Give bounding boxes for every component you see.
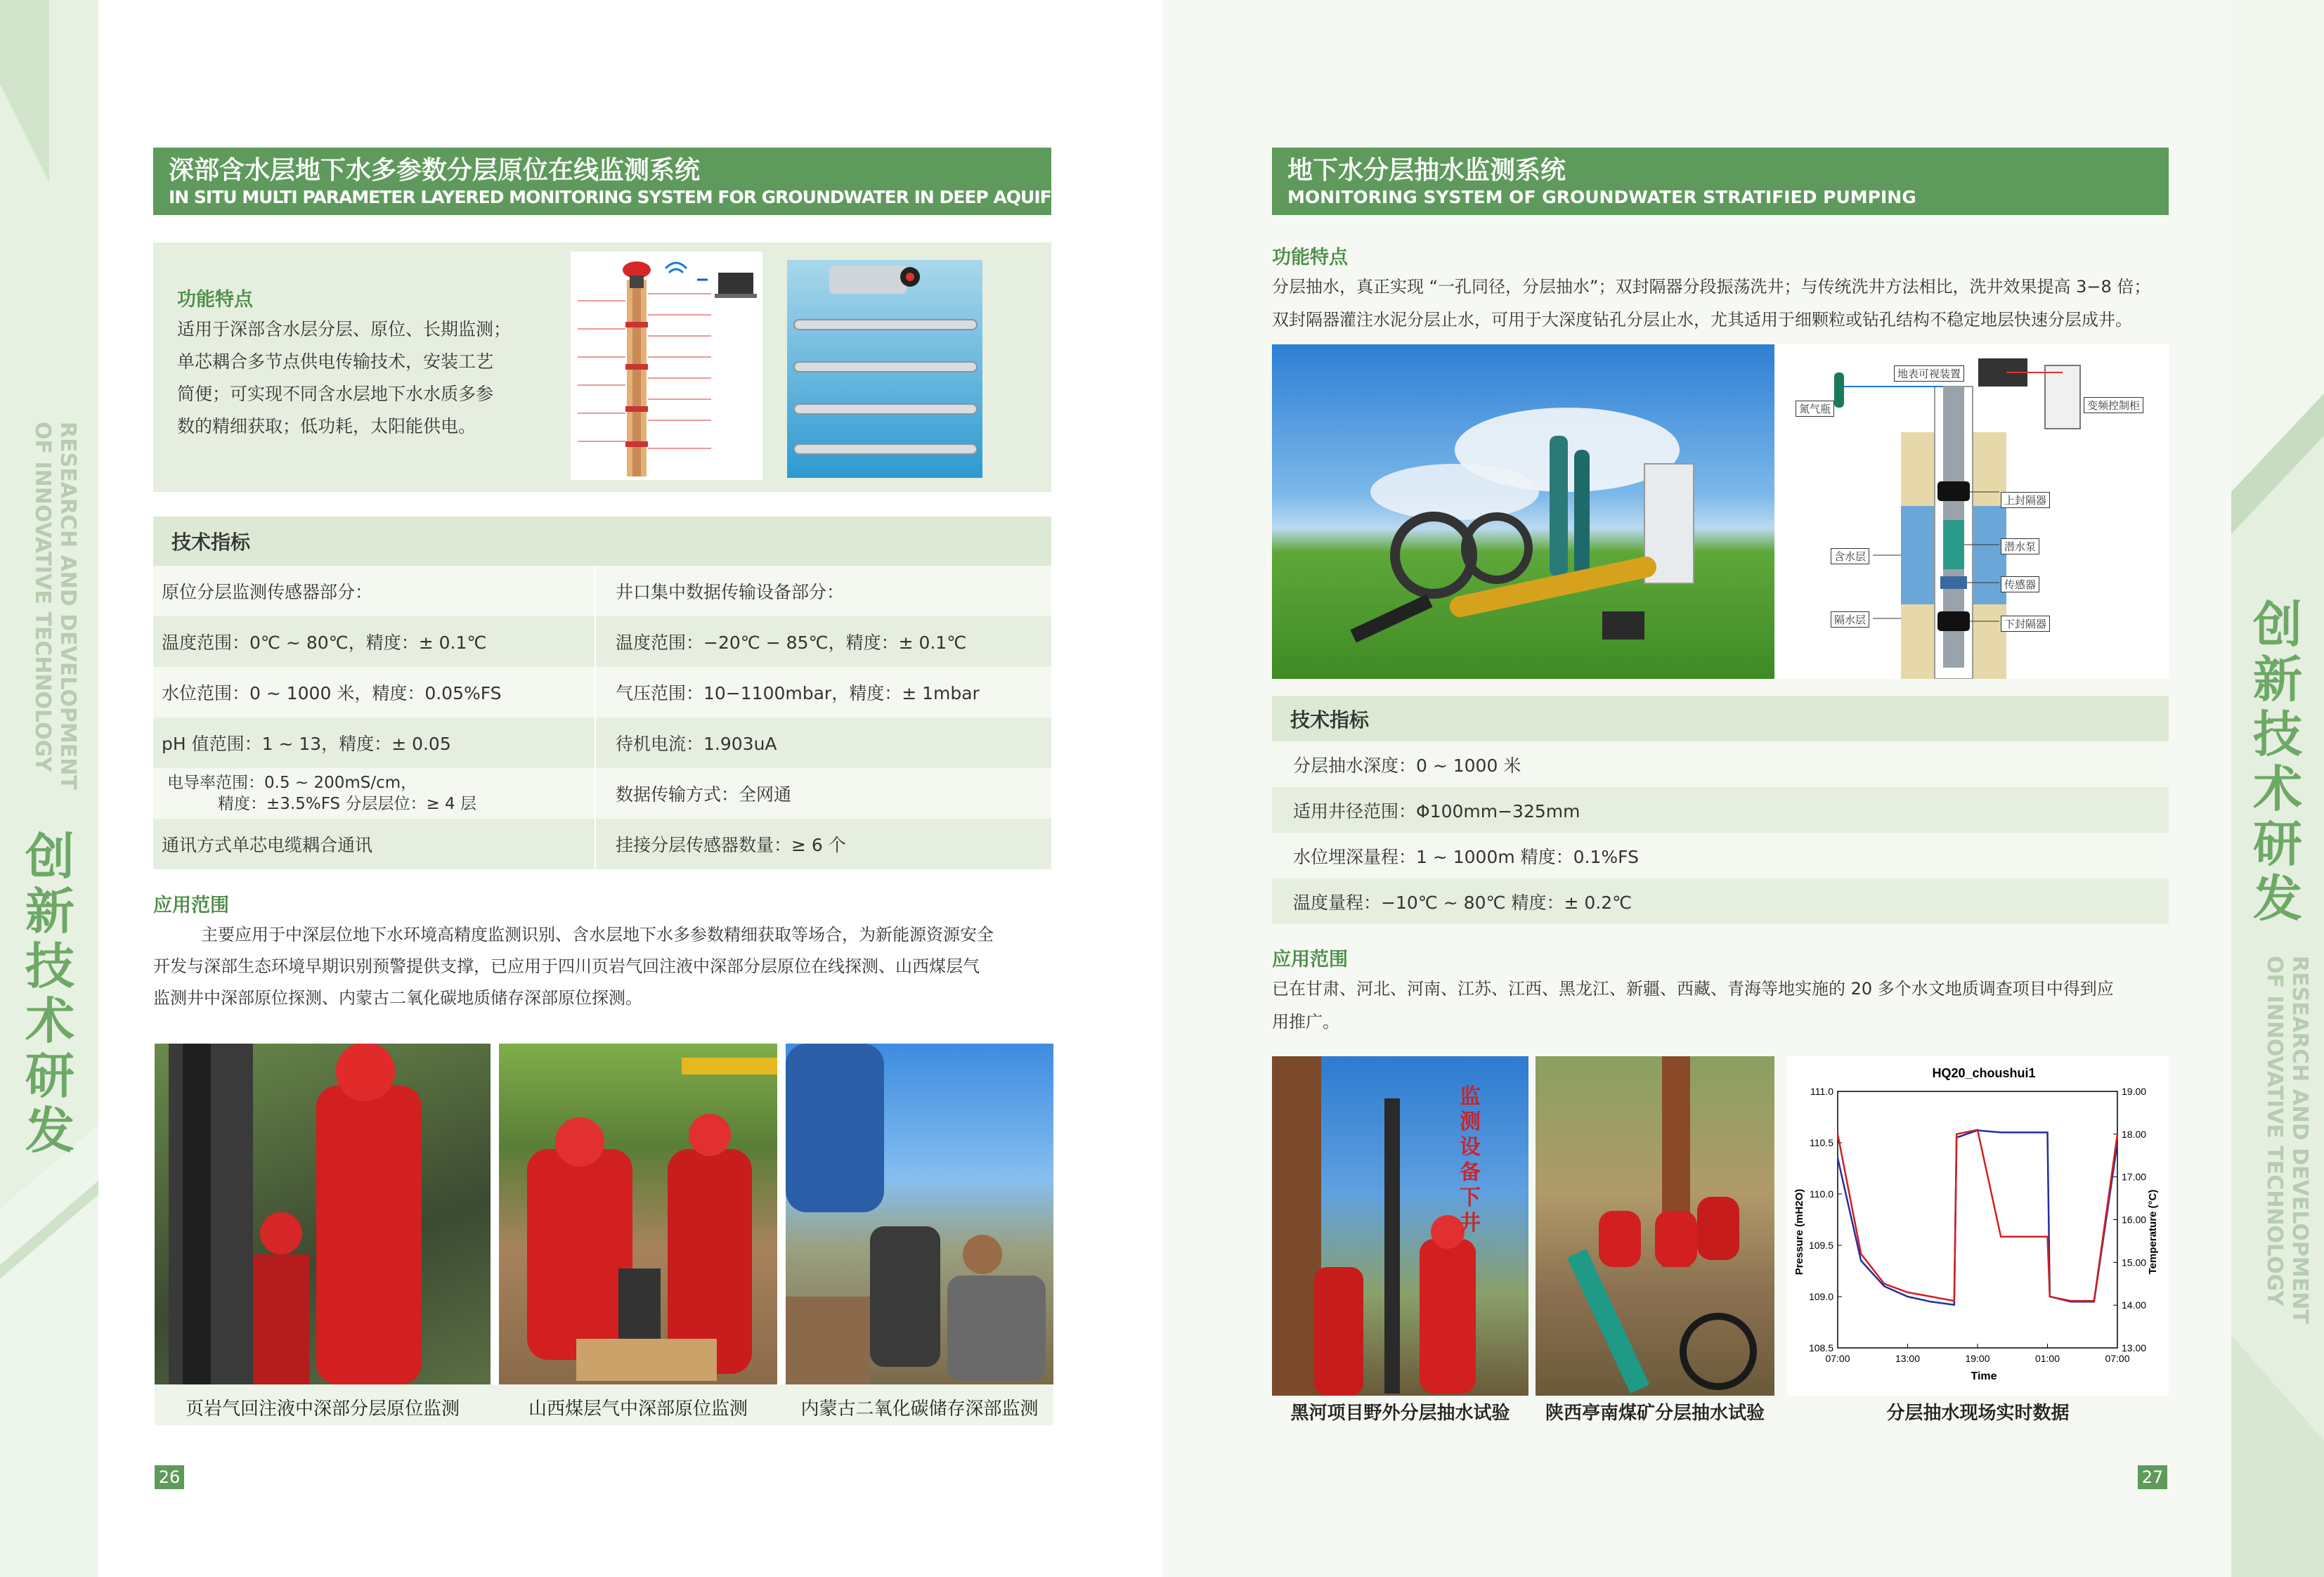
spec-cell: 水位埋深量程：1 ~ 1000m 精度：0.1%FS (1293, 846, 1639, 867)
diagram-label-pump: 潜水泵 (2001, 538, 2039, 554)
spec-cell: 温度范围：0℃ ~ 80℃，精度：± 0.1℃ (153, 616, 596, 667)
table-row (1272, 878, 2169, 924)
tingnan-photo-drawing (1536, 1056, 1774, 1396)
heihe-photo-drawing (1272, 1056, 1528, 1396)
y2-tick-label: 19.00 (2122, 1086, 2147, 1097)
y2-tick-label: 13.00 (2122, 1342, 2147, 1354)
diagram-label-sensor: 传感器 (2001, 576, 2039, 592)
tingnan-coalmine-photo (1536, 1056, 1774, 1396)
right-app-text (1272, 973, 2186, 1039)
left-spec-table (153, 566, 1051, 869)
spec-cell-multiline (153, 768, 596, 819)
spec-cell: 水位范围：0 ~ 1000 米，精度：0.05%FS (153, 667, 596, 718)
shale-gas-photo-drawing (155, 1044, 491, 1384)
table-row (153, 819, 1051, 869)
table-row (153, 667, 1051, 718)
right-features-title: 功能特点 (1272, 247, 1348, 268)
inner-mongolia-co2-photo (786, 1044, 1053, 1384)
y2-tick-label: 14.00 (2122, 1299, 2147, 1311)
photo-caption: 山西煤层气中深部原位监测 (528, 1398, 748, 1420)
x-tick-label: 13:00 (1895, 1353, 1921, 1364)
series-line-temperature (1838, 1130, 2117, 1301)
y-tick-label: 110.0 (1810, 1188, 1833, 1200)
left-features-line: 简便；可实现不同含水层地下水水质多参 (177, 384, 494, 404)
left-app-line: 主要应用于中深层位地下水环境高精度监测识别、含水层地下水多参数精细获取等场合，为新能源资源安全 (201, 925, 994, 945)
shanxi-photo-drawing (499, 1044, 777, 1384)
diagram-label-gas: 氮气瓶 (1796, 401, 1834, 417)
heihe-field-photo (1272, 1056, 1528, 1396)
spec-cell: 温度范围：−20℃ − 85℃，精度：± 0.1℃ (616, 632, 967, 653)
page-number: 27 (2138, 1465, 2167, 1489)
diagram-label-display: 地表可视装置 (1894, 365, 1964, 382)
left-features-line: 单芯耦合多节点供电传输技术，安装工艺 (177, 351, 494, 372)
spec-cell-line: 精度：±3.5%FS 分层层位：≥ 4 层 (218, 795, 476, 813)
table-row (153, 768, 1051, 819)
left-app-text (153, 919, 1060, 1014)
y2-tick-label: 15.00 (2122, 1257, 2147, 1268)
pumping-well-drawing (1774, 344, 2169, 679)
shale-gas-monitoring-photo (155, 1044, 491, 1384)
chart-title: HQ20_choushui1 (1932, 1066, 2036, 1080)
shanxi-coalbed-photo (499, 1044, 777, 1384)
x-tick-label: 01:00 (2034, 1353, 2060, 1364)
monitoring-schematic-drawing (571, 252, 762, 480)
pumping-chart-svg (1787, 1056, 2169, 1396)
x-tick-label: 07:00 (1825, 1353, 1850, 1364)
table-row (153, 616, 1051, 667)
right-sidebar-english (2249, 956, 2319, 1324)
right-sidebar-title: 创新技术研发 (2253, 596, 2302, 928)
right-sidebar-en-line1: RESEARCH AND DEVELOPMENT (2287, 956, 2312, 1324)
x-tick-label: 07:00 (2105, 1353, 2130, 1364)
overlay-char: 备 (1460, 1160, 1481, 1185)
overlay-char: 监 (1460, 1084, 1481, 1109)
right-section-header (1272, 148, 2169, 215)
left-app-title: 应用范围 (153, 895, 229, 916)
pumping-well-diagram (1774, 344, 2169, 679)
monitoring-schematic (571, 252, 762, 480)
left-sidebar-en-line1: RESEARCH AND DEVELOPMENT (56, 422, 80, 790)
photo-caption: 内蒙古二氧化碳储存深部监测 (800, 1398, 1039, 1420)
diagram-label-lower-packer: 下封隔器 (2001, 616, 2050, 632)
photo-caption: 黑河项目野外分层抽水试验 (1290, 1403, 1510, 1424)
table-row (1272, 833, 2169, 878)
right-spec-title: 技术指标 (1272, 696, 2169, 741)
left-header-en: IN SITU MULTI PARAMETER LAYERED MONITORING SYSTEM FOR GROUNDWATER IN DEEP AQUIFER (169, 187, 1076, 207)
photo-caption: 页岩气回注液中深部分层原位监测 (185, 1398, 460, 1420)
table-row (153, 566, 1051, 616)
overlay-char: 设 (1460, 1135, 1481, 1160)
right-spec-table (1272, 741, 2169, 924)
photo-caption: 分层抽水现场实时数据 (1886, 1403, 2070, 1424)
overlay-char: 下 (1460, 1186, 1481, 1210)
y2-tick-label: 18.00 (2122, 1128, 2147, 1140)
right-features-text (1272, 271, 2186, 337)
left-features-line: 适用于深部含水层分层、原位、长期监测； (177, 319, 512, 339)
y-tick-label: 109.5 (1808, 1240, 1833, 1251)
left-features-text (177, 313, 557, 443)
sensor-probes-drawing (787, 260, 982, 478)
spec-cell: 气压范围：10−1100mbar，精度：± 1mbar (616, 683, 980, 703)
right-app-title: 应用范围 (1272, 949, 1348, 971)
inner-mongolia-photo-drawing (786, 1044, 1053, 1384)
y2-tick-label: 16.00 (2122, 1214, 2147, 1226)
diagram-label-aquitard: 隔水层 (1831, 611, 1869, 628)
spec-cell: 挂接分层传感器数量：≥ 6 个 (616, 835, 846, 855)
x-tick-label: 19:00 (1965, 1353, 1990, 1364)
diagram-label-controller: 变频控制柜 (2084, 397, 2143, 413)
right-sidebar-en-line2: OF INNOVATIVE TECHNOLOGY (2262, 956, 2287, 1306)
photo-caption: 陕西亭南煤矿分层抽水试验 (1545, 1403, 1765, 1424)
left-sidebar-title: 创新技术研发 (25, 828, 74, 1160)
table-row (1272, 741, 2169, 787)
left-sidebar-en-line2: OF INNOVATIVE TECHNOLOGY (30, 422, 55, 772)
diagram-label-upper-packer: 上封隔器 (2001, 492, 2050, 508)
right-header-cn: 地下水分层抽水监测系统 (1287, 156, 1566, 185)
left-header-cn: 深部含水层地下水多参数分层原位在线监测系统 (169, 156, 701, 185)
y2-tick-label: 17.00 (2122, 1171, 2147, 1183)
page-number: 26 (155, 1465, 184, 1489)
spec-cell: 待机电流：1.903uA (616, 734, 777, 754)
left-features-line: 数的精细获取；低功耗，太阳能供电。 (177, 416, 476, 436)
left-spec-title: 技术指标 (153, 517, 1051, 566)
chart-ylabel: Pressure (mH2O) (1793, 1188, 1805, 1276)
spec-cell: 分层抽水深度：0 ~ 1000 米 (1293, 755, 1521, 776)
left-section-header (153, 148, 1076, 215)
left-sidebar-english (10, 422, 87, 829)
chart-plot-area (1809, 1086, 2146, 1364)
table-row (153, 718, 1051, 768)
spec-cell: 适用井径范围：Φ100mm−325mm (1293, 800, 1580, 822)
photo-overlay-vertical-text (1456, 1084, 1484, 1236)
spec-cell: 井口集中数据传输设备部分： (616, 582, 845, 602)
left-features-title: 功能特点 (177, 289, 253, 311)
y-tick-label: 110.5 (1810, 1137, 1833, 1148)
chart-y2label: Temperature (°C) (2147, 1189, 2159, 1275)
pumping-equipment-drawing (1272, 344, 1774, 679)
overlay-char: 井 (1460, 1211, 1481, 1235)
chart-xlabel: Time (1971, 1370, 1997, 1382)
table-row (1272, 787, 2169, 833)
y-tick-label: 111.0 (1810, 1086, 1833, 1097)
spec-cell: 温度量程：−10℃ ~ 80℃ 精度：± 0.2℃ (1293, 892, 1632, 913)
right-header-en: MONITORING SYSTEM OF GROUNDWATER STRATIFIED PUMPING (1287, 187, 1916, 207)
spec-cell-line: 电导率范围：0.5 ~ 200mS/cm， (167, 774, 417, 792)
spec-cell: pH 值范围：1 ~ 13，精度：± 0.05 (153, 718, 596, 768)
y-tick-label: 108.5 (1808, 1342, 1833, 1354)
spec-cell: 数据传输方式：全网通 (616, 784, 792, 805)
spec-cell: 通讯方式单芯电缆耦合通讯 (153, 819, 596, 869)
pumping-data-chart (1787, 1056, 2169, 1396)
sensor-probes-photo (787, 260, 982, 478)
left-app-line: 开发与深部生态环境早期识别预警提供支撑，已应用于四川页岩气回注液中深部分层原位在线探测、山西煤层气 (153, 956, 980, 976)
pumping-equipment-photo (1272, 344, 1774, 679)
spec-cell: 原位分层监测传感器部分： (153, 566, 596, 616)
left-app-line: 监测井中深部原位探测、内蒙古二氧化碳地质储存深部原位探测。 (153, 988, 642, 1008)
right-features-line: 分层抽水，真正实现 “一孔同径，分层抽水”；双封隔器分段振荡洗井；与传统洗井方法相比，洗井效果提高 3−8 倍； (1272, 277, 2151, 297)
y-tick-label: 109.0 (1808, 1291, 1833, 1302)
overlay-char: 测 (1460, 1110, 1481, 1134)
right-features-line: 双封隔器灌注水泥分层止水，可用于大深度钻孔分层止水，尤其适用于细颗粒或钻孔结构不稳定地层快速分层成井。 (1272, 310, 2132, 330)
diagram-label-aquifer: 含水层 (1831, 548, 1869, 564)
right-app-line: 已在甘肃、河北、河南、江苏、江西、黑龙江、新疆、西藏、青海等地实施的 20 多个水文地质调查项目中得到应 (1272, 979, 2114, 999)
right-app-line: 用推广。 (1272, 1012, 1339, 1032)
